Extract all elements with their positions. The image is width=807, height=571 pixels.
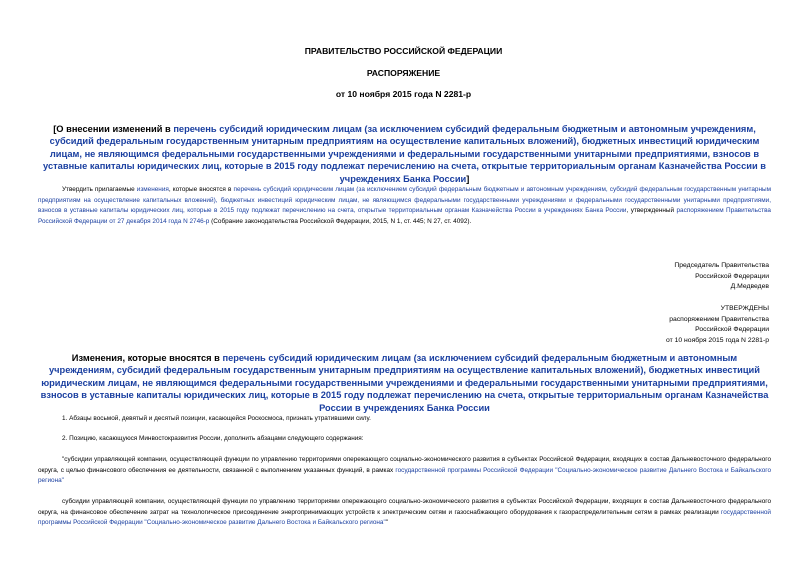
q2-text: субсидии управляющей компании, осуществляющей функции по управлению территориями опережающего социально-экономического развития в субъектах Российской Федерации, входящих в состав Дальневосточного федерального округа, на финансовое обеспечение затрат на технологическое присоединение энергопринимающих устройств к электрическим сетям и газоснабжающего оборудования к газораспределительным сетям в рамках реализации bbox=[38, 498, 771, 516]
signature-name: Д.Медведев bbox=[730, 283, 769, 290]
item-1: 1. Абзацы восьмой, девятый и десятый позиции, касающейся Роскосмоса, признать утратившими силу. bbox=[62, 415, 371, 422]
program-link-1[interactable]: государственной программы Российской Федерации "Социально-экономическое развитие Дальнего Востока и Байкальского региона" bbox=[38, 466, 772, 485]
approved-block bbox=[569, 304, 769, 346]
item-2: 2. Позицию, касающуюся Минвостокразвития России, дополнить абзацами следующего содержания: bbox=[62, 435, 364, 442]
signature-block bbox=[569, 261, 769, 293]
changes-heading-text: Изменения, которые вносятся в bbox=[71, 353, 223, 363]
quoted-paragraph-1 bbox=[38, 455, 771, 487]
heading-text-start: [О внесении изменений в bbox=[53, 124, 174, 134]
signature-country: Российской Федерации bbox=[695, 272, 769, 280]
document-date-number: от 10 ноября 2015 года N 2281-р bbox=[335, 89, 472, 99]
changes-heading-link[interactable]: перечень субсидий юридическим лицам (за исключением субсидий федеральным бюджетным и автономным учреждениям, субсидий федеральным государственным унитарным предприятиям на осуществление капитальных вложений), бюджетных инвестиций юридическим лицам, не являющимся федеральными государственными учреждениями и федеральными государственными унитарными предприятиями, взносов в уставные капиталы юридических лиц, которые в 2015 году подлежат перечислению на счета, открытые территориальным органам Казначейства России в учреждениях Банка России bbox=[40, 353, 769, 413]
approved-label: УТВЕРЖДЕНЫ bbox=[720, 305, 769, 312]
p1-text-c: , утвержденный bbox=[626, 207, 677, 215]
document-type: РАСПОРЯЖЕНИЕ bbox=[366, 68, 441, 78]
p1-text-b: , которые вносятся в bbox=[168, 186, 234, 193]
q1-text: "субсидии управляющей компании, осуществляющей функции по управлению территориями опережающего социально-экономического развития в субъектах Российской Федерации, входящих в состав Дальневосточного федерального округа, с целью финансового обеспечения ее деятельности, связанной с выполнением указанных функций, в рамках bbox=[38, 456, 771, 474]
quoted-paragraph-2 bbox=[38, 497, 771, 529]
approved-date: от 10 ноября 2015 года N 2281-р bbox=[665, 336, 769, 344]
approved-country: Российской Федерации bbox=[695, 326, 769, 333]
changes-link[interactable]: изменения bbox=[136, 186, 169, 193]
p1-text-d: (Собрание законодательства Российской Федерации, 2015, N 1, ст. 445; N 27, ст. 4092). bbox=[209, 217, 472, 225]
document-heading bbox=[38, 123, 771, 185]
signature-position: Председатель Правительства bbox=[674, 262, 769, 269]
heading-text-end: ] bbox=[466, 173, 470, 184]
heading-list-link[interactable]: перечень субсидий юридическим лицам (за исключением субсидий федеральным бюджетным и автономным учреждениям, субсидий федеральным государственным унитарным предприятиям на осуществление капитальных вложений), бюджетных инвестиций юридическим лицам, не являющимся федеральными государственными учреждениями и федеральными государственными унитарными предприятиями, взносов в уставные капиталы юридических лиц, которые в 2015 году подлежат перечислению на счета, открытые территориальным органам Казначейства России в учреждениях Банка России bbox=[43, 124, 766, 184]
p1-text-a: Утвердить прилагаемые bbox=[62, 186, 137, 193]
subsidies-list-link[interactable]: перечень субсидий юридическим лицам (за исключением субсидий федеральным бюджетным и автономным учреждениям, субсидий федеральным государственным унитарным предприятиям на осуществление капитальных вложений), бюджетных инвестиций юридическим лицам, не являющимся федеральными государственными учреждениями и федеральными государственными унитарными предприятиями, взносов в уставные капиталы юридических лиц, которые в 2015 году подлежат перечислению на счета, открытые территориальным органам Казначейства России в учреждениях Банка России bbox=[38, 186, 771, 215]
resolution-paragraph bbox=[38, 185, 771, 227]
government-title: ПРАВИТЕЛЬСТВО РОССИЙСКОЙ ФЕДЕРАЦИИ bbox=[304, 46, 503, 56]
approved-by: распоряжением Правительства bbox=[669, 315, 769, 323]
order-2746-link[interactable]: распоряжением Правительства Российской Федерации от 27 декабря 2014 года N 2746-р bbox=[38, 207, 771, 225]
changes-heading bbox=[38, 352, 771, 414]
program-link-2[interactable]: государственной программы Российской Федерации "Социально-экономическое развитие Дальнего Востока и Байкальского региона" bbox=[38, 508, 771, 527]
q2-closing-quote: " bbox=[385, 519, 389, 527]
